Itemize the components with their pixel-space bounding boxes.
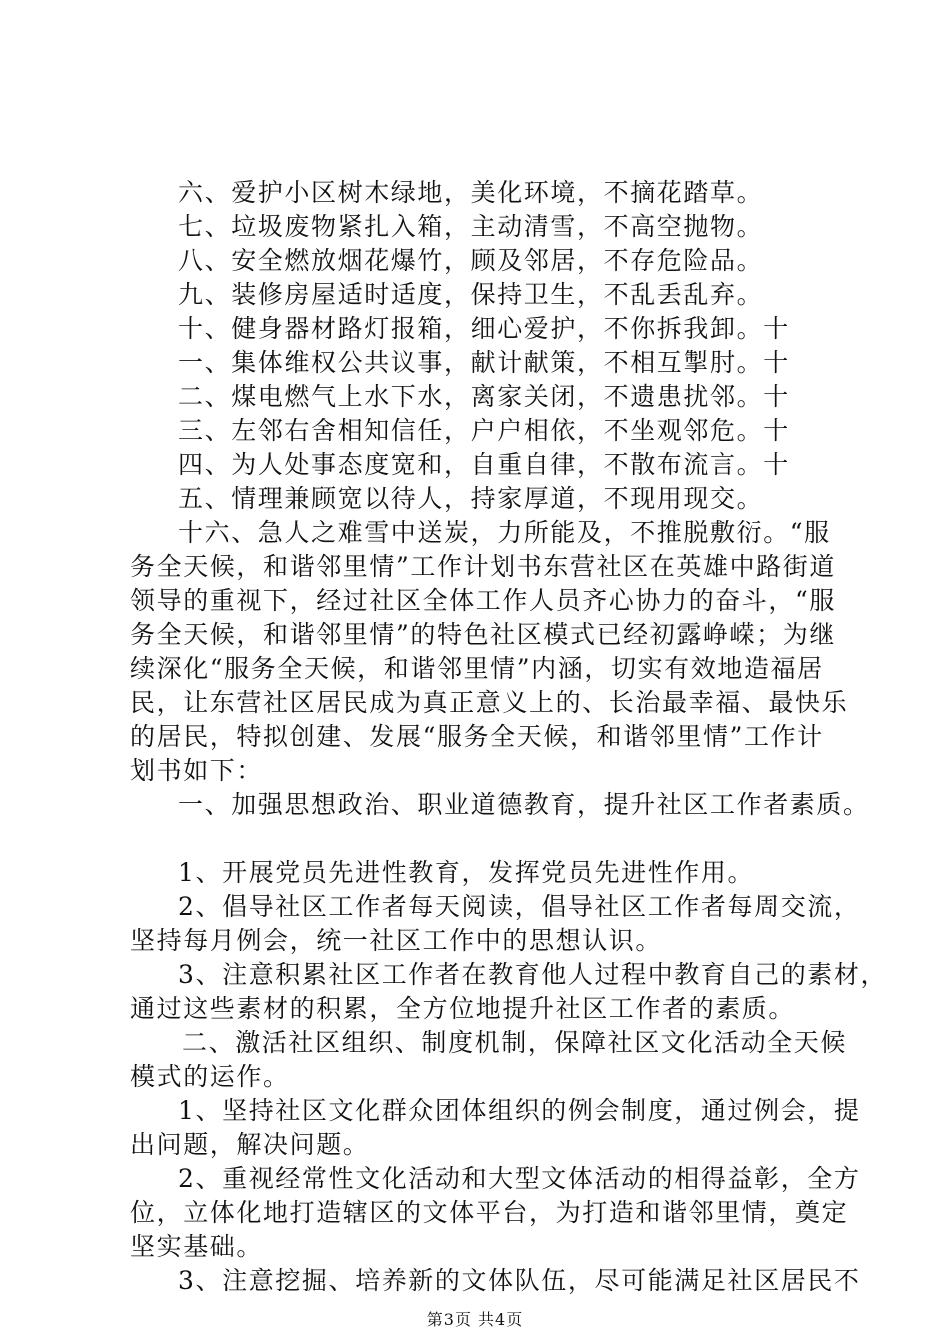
- text-line: 七、垃圾废物紧扎入箱，主动清雪，不高空抛物。: [178, 212, 764, 241]
- text-line: 1、开展党员先进性教育，发挥党员先进性作用。: [178, 858, 755, 887]
- text-line: 通过这些素材的积累，全方位地提升社区工作者的素质。: [130, 994, 796, 1023]
- text-line: 领导的重视下，经过社区全体工作人员齐心协力的奋斗，“服: [130, 586, 836, 615]
- text-line: 八、安全燃放烟花爆竹，顾及邻居，不存危险品。: [178, 246, 764, 275]
- page-footer: 第3页 共4页: [426, 1310, 524, 1329]
- text-line: 划书如下：: [130, 756, 264, 785]
- text-line: 的居民，特拟创建、发展“服务全天候，和谐邻里情”工作计: [130, 722, 824, 751]
- text-line: 续深化“服务全天候，和谐邻里情”内涵，切实有效地造福居: [130, 654, 824, 683]
- text-line: 务全天候，和谐邻里情”的特色社区模式已经初露峥嵘；为继: [130, 620, 836, 649]
- text-line: 2、倡导社区工作者每天阅读，倡导社区工作者每周交流，: [178, 892, 861, 921]
- text-line: 位，立体化地打造辖区的文体平台，为打造和谐邻里情，奠定: [130, 1198, 849, 1227]
- text-line: 九、装修房屋适时适度，保持卫生，不乱丢乱弃。: [178, 280, 764, 309]
- text-line: 五、情理兼顾宽以待人，持家厚道，不现用现交。: [178, 484, 764, 513]
- text-line: 十六、急人之难雪中送炭，力所能及，不推脱敷衍。“服: [178, 518, 831, 547]
- text-line: 十、健身器材路灯报箱，细心爱护，不你拆我卸。十: [178, 314, 790, 343]
- text-line: 坚持每月例会，统一社区工作中的思想认识。: [130, 926, 663, 955]
- section-heading: 二、激活社区组织、制度机制，保障社区文化活动全天候: [182, 1028, 848, 1057]
- text-line: 1、坚持社区文化群众团体组织的例会制度，通过例会，提: [178, 1096, 861, 1125]
- text-line: 坚实基础。: [130, 1232, 264, 1261]
- text-line: 模式的运作。: [130, 1062, 290, 1091]
- text-line: 民，让东营社区居民成为真正意义上的、长治最幸福、最快乐: [130, 688, 849, 717]
- text-line: 出问题，解决问题。: [130, 1130, 370, 1159]
- text-line: 3、注意积累社区工作者在教育他人过程中教育自己的素材，: [178, 960, 888, 989]
- text-line: 六、爱护小区树木绿地，美化环境，不摘花踏草。: [178, 178, 764, 207]
- text-line: 务全天候，和谐邻里情”工作计划书东营社区在英雄中路街道: [130, 552, 836, 581]
- section-heading: 一、加强思想政治、职业道德教育，提升社区工作者素质。: [178, 790, 870, 819]
- text-line: 2、重视经常性文化活动和大型文体活动的相得益彰，全方: [178, 1164, 861, 1193]
- text-line: 一、集体维权公共议事，献计献策，不相互掣肘。十: [178, 348, 790, 377]
- text-line: 3、注意挖掘、培养新的文体队伍，尽可能满足社区居民不: [178, 1266, 861, 1295]
- text-line: 三、左邻右舍相知信任，户户相依，不坐观邻危。十: [178, 416, 790, 445]
- text-line: 二、煤电燃气上水下水，离家关闭，不遗患扰邻。十: [178, 382, 790, 411]
- text-line: 四、为人处事态度宽和，自重自律，不散布流言。十: [178, 450, 790, 479]
